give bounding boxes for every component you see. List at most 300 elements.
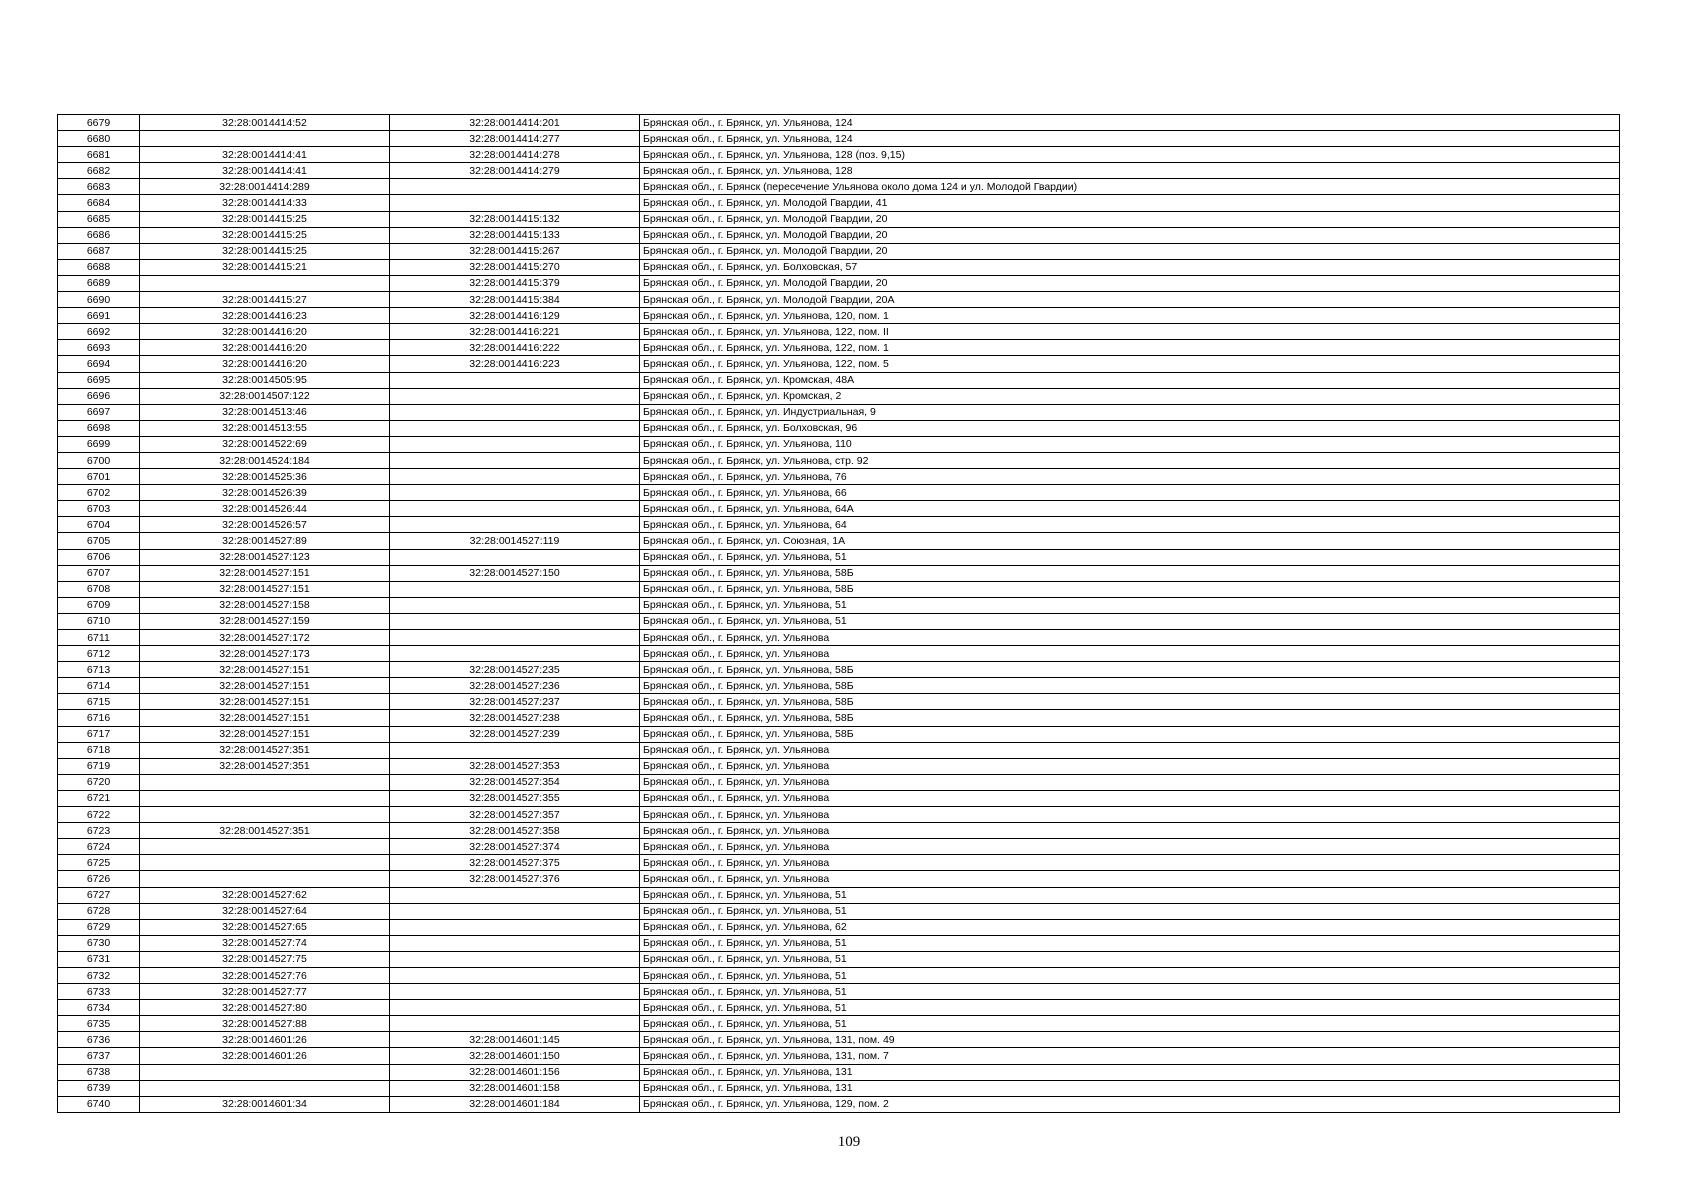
object-number-cell <box>390 935 640 951</box>
parcel-number-cell: 32:28:0014416:23 <box>140 308 390 324</box>
object-number-cell: 32:28:0014527:150 <box>390 565 640 581</box>
object-number-cell: 32:28:0014527:358 <box>390 823 640 839</box>
address-cell: Брянская обл., г. Брянск, ул. Ульянова, 122, пом. II <box>640 324 1620 340</box>
object-number-cell: 32:28:0014415:133 <box>390 227 640 243</box>
address-cell: Брянская обл., г. Брянск, ул. Ульянова <box>640 871 1620 887</box>
address-cell: Брянская обл., г. Брянск, ул. Ульянова, 131, пом. 49 <box>640 1032 1620 1048</box>
object-number-cell <box>390 646 640 662</box>
row-number-cell: 6704 <box>58 517 140 533</box>
table-row <box>58 340 1620 356</box>
table-row <box>58 581 1620 597</box>
table-row <box>58 1080 1620 1096</box>
parcel-number-cell: 32:28:0014527:77 <box>140 984 390 1000</box>
row-number-cell: 6717 <box>58 726 140 742</box>
address-cell: Брянская обл., г. Брянск, ул. Ульянова, 131, пом. 7 <box>640 1048 1620 1064</box>
parcel-number-cell: 32:28:0014527:76 <box>140 967 390 983</box>
table-row <box>58 807 1620 823</box>
table-row <box>58 935 1620 951</box>
table-row <box>58 565 1620 581</box>
row-number-cell: 6737 <box>58 1048 140 1064</box>
table-row <box>58 678 1620 694</box>
parcel-number-cell: 32:28:0014527:65 <box>140 919 390 935</box>
row-number-cell: 6727 <box>58 887 140 903</box>
parcel-number-cell: 32:28:0014416:20 <box>140 356 390 372</box>
address-cell: Брянская обл., г. Брянск, ул. Ульянова, 76 <box>640 469 1620 485</box>
object-number-cell: 32:28:0014416:221 <box>390 324 640 340</box>
row-number-cell: 6721 <box>58 790 140 806</box>
object-number-cell <box>390 452 640 468</box>
table-row <box>58 839 1620 855</box>
row-number-cell: 6684 <box>58 195 140 211</box>
table-row <box>58 646 1620 662</box>
row-number-cell: 6681 <box>58 147 140 163</box>
row-number-cell: 6696 <box>58 388 140 404</box>
row-number-cell: 6722 <box>58 807 140 823</box>
address-cell: Брянская обл., г. Брянск, ул. Ульянова, 51 <box>640 951 1620 967</box>
address-cell: Брянская обл., г. Брянск, ул. Ульянова, 66 <box>640 485 1620 501</box>
row-number-cell: 6705 <box>58 533 140 549</box>
address-cell: Брянская обл., г. Брянск, ул. Ульянова, 131 <box>640 1080 1620 1096</box>
row-number-cell: 6708 <box>58 581 140 597</box>
object-number-cell: 32:28:0014527:239 <box>390 726 640 742</box>
address-cell: Брянская обл., г. Брянск, ул. Ульянова, 110 <box>640 436 1620 452</box>
parcel-number-cell: 32:28:0014527:64 <box>140 903 390 919</box>
parcel-number-cell: 32:28:0014527:151 <box>140 662 390 678</box>
parcel-number-cell <box>140 1080 390 1096</box>
table-row <box>58 227 1620 243</box>
address-cell: Брянская обл., г. Брянск, ул. Ульянова, 51 <box>640 613 1620 629</box>
parcel-number-cell: 32:28:0014415:25 <box>140 243 390 259</box>
object-number-cell <box>390 517 640 533</box>
row-number-cell: 6733 <box>58 984 140 1000</box>
address-cell: Брянская обл., г. Брянск, ул. Ульянова, 51 <box>640 1000 1620 1016</box>
parcel-number-cell: 32:28:0014414:41 <box>140 147 390 163</box>
parcel-number-cell: 32:28:0014527:88 <box>140 1016 390 1032</box>
address-cell: Брянская обл., г. Брянск, ул. Ульянова <box>640 807 1620 823</box>
page-number: 109 <box>837 1134 861 1150</box>
row-number-cell: 6712 <box>58 646 140 662</box>
parcel-number-cell: 32:28:0014414:41 <box>140 163 390 179</box>
table-row <box>58 613 1620 629</box>
row-number-cell: 6739 <box>58 1080 140 1096</box>
row-number-cell: 6713 <box>58 662 140 678</box>
object-number-cell <box>390 742 640 758</box>
parcel-number-cell: 32:28:0014527:151 <box>140 710 390 726</box>
object-number-cell: 32:28:0014415:267 <box>390 243 640 259</box>
row-number-cell: 6691 <box>58 308 140 324</box>
address-cell: Брянская обл., г. Брянск, ул. Кромская, 2 <box>640 388 1620 404</box>
table-row <box>58 356 1620 372</box>
parcel-number-cell: 32:28:0014526:44 <box>140 501 390 517</box>
table-row <box>58 1000 1620 1016</box>
object-number-cell <box>390 420 640 436</box>
row-number-cell: 6680 <box>58 131 140 147</box>
object-number-cell: 32:28:0014601:156 <box>390 1064 640 1080</box>
parcel-number-cell <box>140 774 390 790</box>
cadastral-table <box>57 114 1620 1113</box>
table-row <box>58 163 1620 179</box>
table-row <box>58 469 1620 485</box>
address-cell: Брянская обл., г. Брянск, ул. Ульянова <box>640 774 1620 790</box>
table-row <box>58 420 1620 436</box>
address-cell: Брянская обл., г. Брянск, ул. Ульянова, 124 <box>640 115 1620 131</box>
table-row <box>58 147 1620 163</box>
object-number-cell: 32:28:0014416:223 <box>390 356 640 372</box>
table-row <box>58 259 1620 275</box>
object-number-cell: 32:28:0014601:158 <box>390 1080 640 1096</box>
parcel-number-cell: 32:28:0014524:184 <box>140 452 390 468</box>
table-row <box>58 179 1620 195</box>
object-number-cell <box>390 887 640 903</box>
row-number-cell: 6735 <box>58 1016 140 1032</box>
parcel-number-cell: 32:28:0014505:95 <box>140 372 390 388</box>
table-row <box>58 951 1620 967</box>
object-number-cell: 32:28:0014527:374 <box>390 839 640 855</box>
address-cell: Брянская обл., г. Брянск, ул. Ульянова <box>640 630 1620 646</box>
address-cell: Брянская обл., г. Брянск, ул. Ульянова, 51 <box>640 903 1620 919</box>
table-row <box>58 630 1620 646</box>
parcel-number-cell <box>140 871 390 887</box>
parcel-number-cell: 32:28:0014414:52 <box>140 115 390 131</box>
parcel-number-cell: 32:28:0014513:55 <box>140 420 390 436</box>
object-number-cell: 32:28:0014415:379 <box>390 275 640 291</box>
address-cell: Брянская обл., г. Брянск, ул. Ульянова, 62 <box>640 919 1620 935</box>
table-row <box>58 517 1620 533</box>
row-number-cell: 6740 <box>58 1096 140 1112</box>
object-number-cell <box>390 903 640 919</box>
table-row <box>58 1032 1620 1048</box>
row-number-cell: 6688 <box>58 259 140 275</box>
row-number-cell: 6734 <box>58 1000 140 1016</box>
object-number-cell: 32:28:0014527:235 <box>390 662 640 678</box>
row-number-cell: 6697 <box>58 404 140 420</box>
parcel-number-cell <box>140 1064 390 1080</box>
object-number-cell: 32:28:0014415:270 <box>390 259 640 275</box>
row-number-cell: 6715 <box>58 694 140 710</box>
address-cell: Брянская обл., г. Брянск, ул. Ульянова, 122, пом. 1 <box>640 340 1620 356</box>
parcel-number-cell: 32:28:0014601:26 <box>140 1048 390 1064</box>
parcel-number-cell: 32:28:0014527:62 <box>140 887 390 903</box>
row-number-cell: 6720 <box>58 774 140 790</box>
parcel-number-cell <box>140 807 390 823</box>
row-number-cell: 6723 <box>58 823 140 839</box>
address-cell: Брянская обл., г. Брянск (пересечение Ульянова около дома 124 и ул. Молодой Гвардии) <box>640 179 1620 195</box>
object-number-cell: 32:28:0014414:278 <box>390 147 640 163</box>
row-number-cell: 6690 <box>58 292 140 308</box>
object-number-cell <box>390 404 640 420</box>
object-number-cell: 32:28:0014527:119 <box>390 533 640 549</box>
row-number-cell: 6710 <box>58 613 140 629</box>
object-number-cell: 32:28:0014527:353 <box>390 758 640 774</box>
table-row <box>58 984 1620 1000</box>
parcel-number-cell: 32:28:0014416:20 <box>140 340 390 356</box>
row-number-cell: 6702 <box>58 485 140 501</box>
parcel-number-cell: 32:28:0014415:27 <box>140 292 390 308</box>
table-row <box>58 967 1620 983</box>
table-row <box>58 726 1620 742</box>
address-cell: Брянская обл., г. Брянск, ул. Ульянова <box>640 839 1620 855</box>
row-number-cell: 6711 <box>58 630 140 646</box>
object-number-cell <box>390 951 640 967</box>
table-body <box>58 115 1620 1113</box>
row-number-cell: 6732 <box>58 967 140 983</box>
object-number-cell: 32:28:0014527:237 <box>390 694 640 710</box>
object-number-cell <box>390 549 640 565</box>
table-row <box>58 1096 1620 1112</box>
object-number-cell: 32:28:0014527:238 <box>390 710 640 726</box>
object-number-cell <box>390 179 640 195</box>
row-number-cell: 6719 <box>58 758 140 774</box>
parcel-number-cell: 32:28:0014527:151 <box>140 694 390 710</box>
parcel-number-cell <box>140 275 390 291</box>
object-number-cell: 32:28:0014527:355 <box>390 790 640 806</box>
table-row <box>58 597 1620 613</box>
parcel-number-cell <box>140 131 390 147</box>
object-number-cell <box>390 501 640 517</box>
table-row <box>58 855 1620 871</box>
address-cell: Брянская обл., г. Брянск, ул. Ульянова <box>640 742 1620 758</box>
address-cell: Брянская обл., г. Брянск, ул. Ульянова, 51 <box>640 549 1620 565</box>
table-row <box>58 115 1620 131</box>
parcel-number-cell: 32:28:0014415:25 <box>140 211 390 227</box>
object-number-cell <box>390 984 640 1000</box>
row-number-cell: 6707 <box>58 565 140 581</box>
parcel-number-cell: 32:28:0014527:351 <box>140 742 390 758</box>
parcel-number-cell: 32:28:0014527:123 <box>140 549 390 565</box>
parcel-number-cell <box>140 839 390 855</box>
parcel-number-cell: 32:28:0014601:34 <box>140 1096 390 1112</box>
table-row <box>58 790 1620 806</box>
address-cell: Брянская обл., г. Брянск, ул. Ульянова, 64А <box>640 501 1620 517</box>
table-row <box>58 436 1620 452</box>
table-row <box>58 211 1620 227</box>
address-cell: Брянская обл., г. Брянск, ул. Ульянова, 131 <box>640 1064 1620 1080</box>
row-number-cell: 6729 <box>58 919 140 935</box>
object-number-cell: 32:28:0014416:222 <box>390 340 640 356</box>
row-number-cell: 6685 <box>58 211 140 227</box>
table-row <box>58 195 1620 211</box>
object-number-cell <box>390 388 640 404</box>
parcel-number-cell: 32:28:0014527:75 <box>140 951 390 967</box>
parcel-number-cell: 32:28:0014527:151 <box>140 726 390 742</box>
row-number-cell: 6731 <box>58 951 140 967</box>
parcel-number-cell: 32:28:0014527:173 <box>140 646 390 662</box>
parcel-number-cell: 32:28:0014416:20 <box>140 324 390 340</box>
address-cell: Брянская обл., г. Брянск, ул. Ульянова, 124 <box>640 131 1620 147</box>
parcel-number-cell: 32:28:0014527:351 <box>140 823 390 839</box>
address-cell: Брянская обл., г. Брянск, ул. Ульянова, 120, пом. 1 <box>640 308 1620 324</box>
row-number-cell: 6692 <box>58 324 140 340</box>
object-number-cell: 32:28:0014527:375 <box>390 855 640 871</box>
row-number-cell: 6725 <box>58 855 140 871</box>
address-cell: Брянская обл., г. Брянск, ул. Ульянова <box>640 790 1620 806</box>
address-cell: Брянская обл., г. Брянск, ул. Ульянова, 51 <box>640 1016 1620 1032</box>
object-number-cell <box>390 1000 640 1016</box>
address-cell: Брянская обл., г. Брянск, ул. Ульянова, стр. 92 <box>640 452 1620 468</box>
address-cell: Брянская обл., г. Брянск, ул. Молодой Гвардии, 20 <box>640 211 1620 227</box>
object-number-cell <box>390 630 640 646</box>
address-cell: Брянская обл., г. Брянск, ул. Кромская, 48А <box>640 372 1620 388</box>
address-cell: Брянская обл., г. Брянск, ул. Ульянова, 51 <box>640 935 1620 951</box>
object-number-cell <box>390 1016 640 1032</box>
row-number-cell: 6718 <box>58 742 140 758</box>
row-number-cell: 6736 <box>58 1032 140 1048</box>
row-number-cell: 6689 <box>58 275 140 291</box>
table-row <box>58 774 1620 790</box>
table-row <box>58 1048 1620 1064</box>
row-number-cell: 6686 <box>58 227 140 243</box>
table-row <box>58 758 1620 774</box>
row-number-cell: 6703 <box>58 501 140 517</box>
parcel-number-cell: 32:28:0014522:69 <box>140 436 390 452</box>
row-number-cell: 6700 <box>58 452 140 468</box>
row-number-cell: 6709 <box>58 597 140 613</box>
address-cell: Брянская обл., г. Брянск, ул. Ульянова, 64 <box>640 517 1620 533</box>
table-row <box>58 485 1620 501</box>
object-number-cell: 32:28:0014415:132 <box>390 211 640 227</box>
table-row <box>58 871 1620 887</box>
row-number-cell: 6726 <box>58 871 140 887</box>
object-number-cell <box>390 613 640 629</box>
address-cell: Брянская обл., г. Брянск, ул. Ульянова, 128 (поз. 9,15) <box>640 147 1620 163</box>
row-number-cell: 6716 <box>58 710 140 726</box>
table-row <box>58 452 1620 468</box>
object-number-cell <box>390 469 640 485</box>
parcel-number-cell <box>140 790 390 806</box>
table-row <box>58 1016 1620 1032</box>
address-cell: Брянская обл., г. Брянск, ул. Ульянова, 122, пом. 5 <box>640 356 1620 372</box>
object-number-cell: 32:28:0014414:201 <box>390 115 640 131</box>
object-number-cell: 32:28:0014414:277 <box>390 131 640 147</box>
address-cell: Брянская обл., г. Брянск, ул. Индустриальная, 9 <box>640 404 1620 420</box>
table-row <box>58 919 1620 935</box>
row-number-cell: 6730 <box>58 935 140 951</box>
object-number-cell <box>390 485 640 501</box>
address-cell: Брянская обл., г. Брянск, ул. Ульянова <box>640 823 1620 839</box>
table-row <box>58 823 1620 839</box>
address-cell: Брянская обл., г. Брянск, ул. Ульянова <box>640 646 1620 662</box>
table-row <box>58 710 1620 726</box>
parcel-number-cell: 32:28:0014513:46 <box>140 404 390 420</box>
parcel-number-cell: 32:28:0014415:25 <box>140 227 390 243</box>
parcel-number-cell: 32:28:0014527:80 <box>140 1000 390 1016</box>
table-row <box>58 887 1620 903</box>
table-row <box>58 903 1620 919</box>
parcel-number-cell: 32:28:0014414:289 <box>140 179 390 195</box>
address-cell: Брянская обл., г. Брянск, ул. Ульянова, 58Б <box>640 662 1620 678</box>
row-number-cell: 6699 <box>58 436 140 452</box>
table-row <box>58 243 1620 259</box>
parcel-number-cell: 32:28:0014527:172 <box>140 630 390 646</box>
row-number-cell: 6698 <box>58 420 140 436</box>
parcel-number-cell: 32:28:0014525:36 <box>140 469 390 485</box>
object-number-cell <box>390 436 640 452</box>
row-number-cell: 6706 <box>58 549 140 565</box>
row-number-cell: 6724 <box>58 839 140 855</box>
parcel-number-cell: 32:28:0014527:159 <box>140 613 390 629</box>
table-row <box>58 131 1620 147</box>
object-number-cell <box>390 581 640 597</box>
table-row <box>58 372 1620 388</box>
address-cell: Брянская обл., г. Брянск, ул. Ульянова, 129, пом. 2 <box>640 1096 1620 1112</box>
row-number-cell: 6714 <box>58 678 140 694</box>
object-number-cell <box>390 597 640 613</box>
address-cell: Брянская обл., г. Брянск, ул. Молодой Гвардии, 20 <box>640 243 1620 259</box>
object-number-cell: 32:28:0014414:279 <box>390 163 640 179</box>
address-cell: Брянская обл., г. Брянск, ул. Ульянова, 58Б <box>640 710 1620 726</box>
parcel-number-cell: 32:28:0014601:26 <box>140 1032 390 1048</box>
table-row <box>58 549 1620 565</box>
table-row <box>58 694 1620 710</box>
parcel-number-cell: 32:28:0014527:151 <box>140 565 390 581</box>
address-cell: Брянская обл., г. Брянск, ул. Ульянова, 58Б <box>640 581 1620 597</box>
parcel-number-cell: 32:28:0014526:39 <box>140 485 390 501</box>
row-number-cell: 6679 <box>58 115 140 131</box>
table-row <box>58 275 1620 291</box>
address-cell: Брянская обл., г. Брянск, ул. Ульянова <box>640 855 1620 871</box>
parcel-number-cell: 32:28:0014414:33 <box>140 195 390 211</box>
address-cell: Брянская обл., г. Брянск, ул. Молодой Гвардии, 20 <box>640 275 1620 291</box>
object-number-cell <box>390 195 640 211</box>
row-number-cell: 6693 <box>58 340 140 356</box>
table-row <box>58 324 1620 340</box>
table-row <box>58 404 1620 420</box>
address-cell: Брянская обл., г. Брянск, ул. Ульянова <box>640 758 1620 774</box>
object-number-cell: 32:28:0014415:384 <box>390 292 640 308</box>
parcel-number-cell <box>140 855 390 871</box>
address-cell: Брянская обл., г. Брянск, ул. Ульянова, 51 <box>640 984 1620 1000</box>
parcel-number-cell: 32:28:0014526:57 <box>140 517 390 533</box>
parcel-number-cell: 32:28:0014507:122 <box>140 388 390 404</box>
object-number-cell: 32:28:0014601:184 <box>390 1096 640 1112</box>
row-number-cell: 6682 <box>58 163 140 179</box>
address-cell: Брянская обл., г. Брянск, ул. Болховская, 96 <box>640 420 1620 436</box>
row-number-cell: 6694 <box>58 356 140 372</box>
table-row <box>58 501 1620 517</box>
table-row <box>58 1064 1620 1080</box>
address-cell: Брянская обл., г. Брянск, ул. Ульянова, 51 <box>640 887 1620 903</box>
parcel-number-cell: 32:28:0014527:151 <box>140 581 390 597</box>
table-row <box>58 662 1620 678</box>
address-cell: Брянская обл., г. Брянск, ул. Ульянова, 58Б <box>640 565 1620 581</box>
parcel-number-cell: 32:28:0014527:89 <box>140 533 390 549</box>
parcel-number-cell: 32:28:0014527:151 <box>140 678 390 694</box>
object-number-cell: 32:28:0014601:145 <box>390 1032 640 1048</box>
object-number-cell <box>390 967 640 983</box>
address-cell: Брянская обл., г. Брянск, ул. Союзная, 1А <box>640 533 1620 549</box>
row-number-cell: 6728 <box>58 903 140 919</box>
table-row <box>58 388 1620 404</box>
row-number-cell: 6738 <box>58 1064 140 1080</box>
address-cell: Брянская обл., г. Брянск, ул. Молодой Гвардии, 20 <box>640 227 1620 243</box>
row-number-cell: 6683 <box>58 179 140 195</box>
parcel-number-cell: 32:28:0014527:158 <box>140 597 390 613</box>
object-number-cell: 32:28:0014527:376 <box>390 871 640 887</box>
object-number-cell: 32:28:0014601:150 <box>390 1048 640 1064</box>
address-cell: Брянская обл., г. Брянск, ул. Ульянова, 58Б <box>640 678 1620 694</box>
address-cell: Брянская обл., г. Брянск, ул. Ульянова, 128 <box>640 163 1620 179</box>
table-row <box>58 742 1620 758</box>
object-number-cell: 32:28:0014527:357 <box>390 807 640 823</box>
object-number-cell <box>390 372 640 388</box>
address-cell: Брянская обл., г. Брянск, ул. Молодой Гвардии, 41 <box>640 195 1620 211</box>
object-number-cell: 32:28:0014527:354 <box>390 774 640 790</box>
address-cell: Брянская обл., г. Брянск, ул. Болховская, 57 <box>640 259 1620 275</box>
address-cell: Брянская обл., г. Брянск, ул. Ульянова, 58Б <box>640 694 1620 710</box>
row-number-cell: 6687 <box>58 243 140 259</box>
parcel-number-cell: 32:28:0014415:21 <box>140 259 390 275</box>
row-number-cell: 6701 <box>58 469 140 485</box>
